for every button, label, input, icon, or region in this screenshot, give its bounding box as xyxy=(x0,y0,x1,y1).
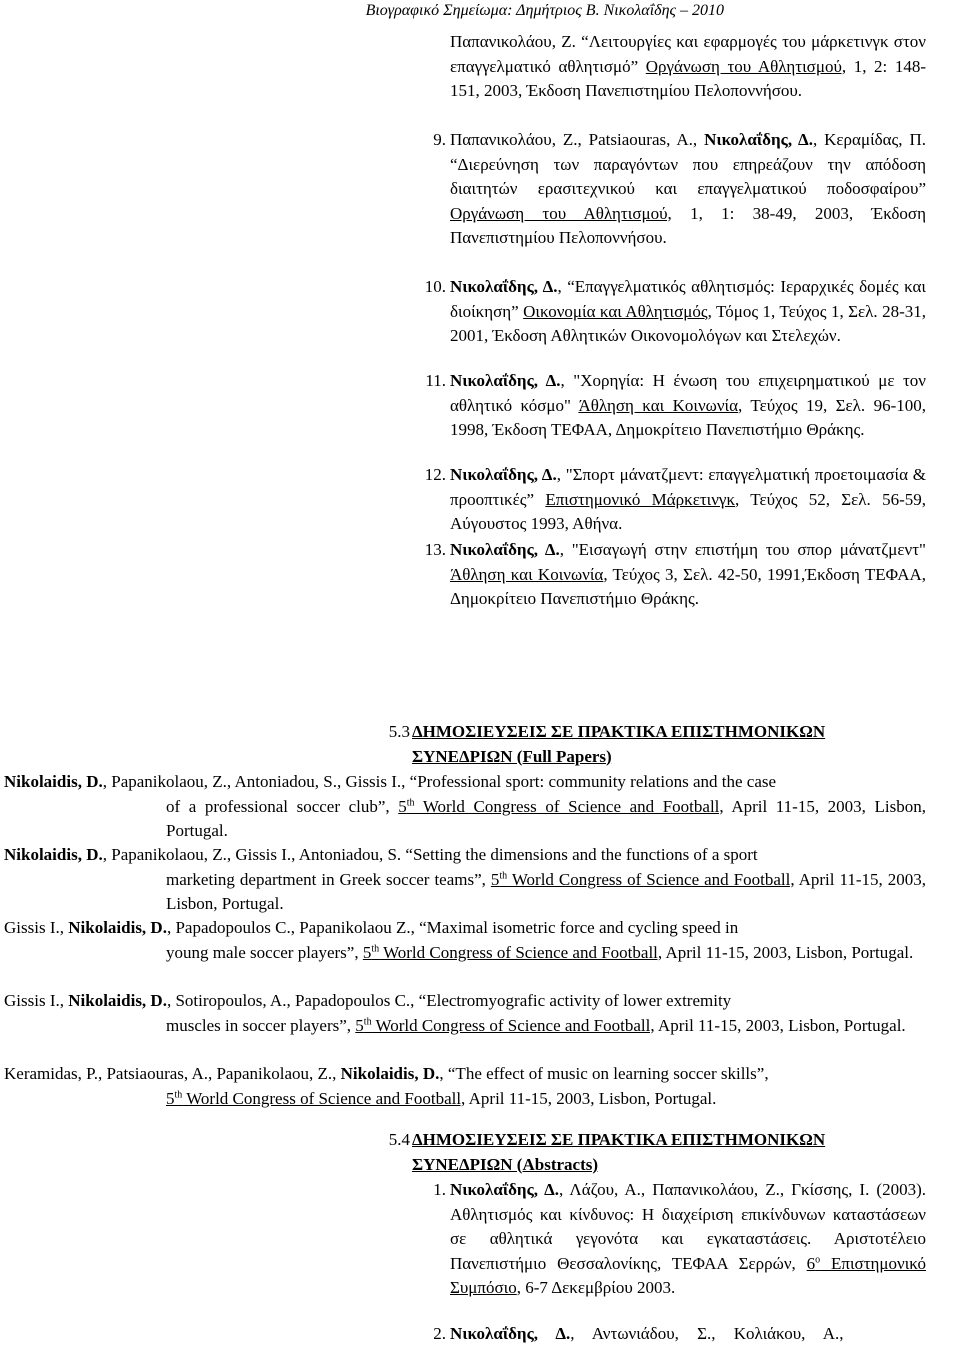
conference-name xyxy=(166,1089,465,1108)
journal-title: Επιστημονικό Μάρκετινγκ xyxy=(545,489,736,509)
conf-ordinal-suffix: th xyxy=(406,796,415,808)
item-text-tail: , Τόμος 1, Τεύχος 1, Σελ. 28-31, 2001, Έκδοση Αθλητικών Οικονομολόγων και Στελεχών. xyxy=(450,301,927,345)
paper-authors-rest: , Sotiropoulos, A., Papadopoulos C., “Electromyografic activity of lower extremity xyxy=(166,991,732,1010)
item-number: 10. xyxy=(424,277,446,296)
item-text: , "Χορηγία: Η ένωση του επιχειρηματικού με τον αθλητικό κόσμο" xyxy=(450,371,926,415)
item-number: 12. xyxy=(424,465,446,484)
publication-item xyxy=(433,128,926,251)
conf-ordinal: 5 xyxy=(490,869,500,889)
author-highlight: Nikolaidis, D. xyxy=(340,1064,440,1083)
conf-ordinal-suffix: th xyxy=(371,942,380,954)
author-highlight: Νικολαΐδης, Δ. xyxy=(450,1180,560,1199)
abstract-item xyxy=(433,1322,926,1347)
conf-ordinal-suffix: th xyxy=(174,1088,183,1100)
publication-item xyxy=(424,538,927,612)
paper-authors-lead: Gissis I., xyxy=(4,918,69,937)
publication-item-continued xyxy=(450,30,926,104)
journal-title: Οργάνωση του Αθλητισμού, xyxy=(645,56,847,76)
conf-title: World Congress of Science and Football, xyxy=(414,796,724,816)
conf-title: Επιστημονικό Συμπόσιο xyxy=(450,1253,926,1297)
author-highlight: Nikolaidis, D. xyxy=(4,772,103,791)
abstract-item xyxy=(433,1178,926,1301)
conf-title: World Congress of Science and Football, xyxy=(371,1015,655,1035)
paper-tail: April 11-15, 2003, Lisbon, Portugal. xyxy=(166,796,926,840)
section-number: 5.3 xyxy=(388,722,410,741)
conf-title: World Congress of Science and Football, xyxy=(507,869,795,889)
abstract-text: , Λάζου, Α., Παπανικολάου, Ζ., Γκίσσης, Ι. (2003). Αθλητισμός και κίνδυνος: Η διαχείριση επικίνδυνων καταστάσεων σε αθλητικά γεγονότα και εγκαταστάσεις. Αριστοτέλειο Πανεπιστήμιο Θεσσαλονίκης, ΤΕΦΑΑ Σερρών, xyxy=(450,1180,926,1273)
section-number: 5.4 xyxy=(388,1130,410,1149)
journal-title: Οικονομία και Αθλητισμός xyxy=(523,301,708,321)
paper-title-cont: young male soccer players”, xyxy=(166,942,363,962)
conference-name xyxy=(491,870,795,889)
paper-title-cont: marketing department in Greek soccer teams”, xyxy=(166,869,491,889)
conf-ordinal: 5 xyxy=(398,796,407,816)
journal-title: Άθληση και Κοινωνία xyxy=(450,564,604,584)
item-text-tail: , Τεύχος 3, Σελ. 42-50, 1991,Έκδοση ΤΕΦΑΑ, Δημοκρίτειο Πανεπιστήμιο Θράκης. xyxy=(450,564,927,608)
item-text: , "Σπορτ μάνατζμεντ: επαγγελματική προετοιμασία & προοπτικές” xyxy=(450,465,926,509)
conference-name xyxy=(398,797,723,816)
item-text: Παπανικολάου, Ζ. “Λειτουργίες και εφαρμογές του μάρκετινγκ στον επαγγελματικό αθλητισμό” xyxy=(450,32,926,76)
author-highlight: Νικολαΐδης, Δ. xyxy=(450,1324,571,1343)
conf-ordinal: 6 xyxy=(806,1253,816,1273)
paper-tail: April 11-15, 2003, Lisbon, Portugal. xyxy=(166,869,926,913)
conference-name xyxy=(363,943,662,962)
paper-entry xyxy=(4,1062,926,1111)
author-highlight: Νικολαΐδης, Δ. xyxy=(704,130,813,149)
paper-authors-rest: , “The effect of music on learning soccer skills”, xyxy=(439,1064,769,1083)
section-title-line1: ΔΗΜΟΣΙΕΥΣΕΙΣ ΣΕ ΠΡΑΚΤΙΚΑ ΕΠΙΣΤΗΜΟΝΙΚΩΝ xyxy=(412,1130,826,1149)
item-text-tail: 1, 1: 38-49, 2003, Έκδοση Πανεπιστημίου Πελοποννήσου. xyxy=(450,203,926,247)
paper-tail: April 11-15, 2003, Lisbon, Portugal. xyxy=(654,1015,906,1035)
authors-lead: Παπανικολάου, Ζ., Patsiaouras, A., xyxy=(450,130,705,149)
item-number: 13. xyxy=(424,540,446,559)
conf-ordinal: 5 xyxy=(362,942,372,962)
paper-tail: April 11-15, 2003, Lisbon, Portugal. xyxy=(662,942,914,962)
journal-title: Οργάνωση του Αθλητισμού, xyxy=(450,203,672,223)
journal-title: Άθληση και Κοινωνία xyxy=(578,395,739,415)
paper-authors-rest: , Papadopoulos C., Papanikolaou Z., “Maximal isometric force and cycling speed in xyxy=(166,918,739,937)
publication-item xyxy=(424,275,927,349)
section-title-line1: ΔΗΜΟΣΙΕΥΣΕΙΣ ΣΕ ΠΡΑΚΤΙΚΑ ΕΠΙΣΤΗΜΟΝΙΚΩΝ xyxy=(412,722,826,741)
abstract-tail: , 6-7 Δεκεμβρίου 2003. xyxy=(516,1278,676,1297)
conf-ordinal: 5 xyxy=(166,1088,175,1108)
author-highlight: Nikolaidis, D. xyxy=(4,845,103,864)
item-text: , "Εισαγωγή στην επιστήμη του σπορ μάνατζμεντ" xyxy=(559,540,926,559)
abstract-text: , Αντωνιάδου, Σ., Κολιάκου, Α., xyxy=(570,1324,844,1343)
paper-title-cont: of a professional soccer club”, xyxy=(166,796,399,816)
item-text-tail: 1, 2: 148-151, 2003, Έκδοση Πανεπιστημίου Πελοποννήσου. xyxy=(450,56,926,100)
paper-authors-rest: , Papanikolaou, Z., Gissis I., Antoniadou, S. “Setting the dimensions and the functions of a sport xyxy=(102,845,758,864)
section-title-line2: ΣΥΝΕΔΡΙΩΝ (Full Papers) xyxy=(412,746,612,766)
paper-entry xyxy=(4,770,926,844)
item-number: 9. xyxy=(433,130,446,149)
author-highlight: Νικολαΐδης, Δ. xyxy=(450,277,558,296)
conf-ordinal-suffix: th xyxy=(363,1015,372,1027)
paper-title-cont: muscles in soccer players”, xyxy=(166,1015,356,1035)
item-text-tail: , Τεύχος 19, Σελ. 96-100, 1998, Έκδοση ΤΕΦΑΑ, Δημοκρίτειο Πανεπιστήμιο Θράκης. xyxy=(450,395,926,439)
item-text: , Κεραμίδας, Π. “Διερεύνηση των παραγόντων που επηρεάζουν την απόδοση διαιτητών ερασιτεχνικού και επαγγελματικού ποδοσφαίρου” xyxy=(450,130,926,198)
conf-ordinal-suffix: th xyxy=(499,869,508,881)
item-number: 2. xyxy=(433,1324,446,1343)
paper-tail: April 11-15, 2003, Lisbon, Portugal. xyxy=(465,1088,717,1108)
author-highlight: Νικολαΐδης, Δ. xyxy=(450,465,557,484)
paper-entry xyxy=(4,989,926,1038)
publication-item xyxy=(424,463,926,537)
paper-entry xyxy=(4,916,926,965)
item-text-tail: , Τεύχος 52, Σελ. 56-59, Αύγουστος 1993, Αθήνα. xyxy=(450,489,926,533)
author-highlight: Nikolaidis, D. xyxy=(68,918,167,937)
paper-authors-lead: Keramidas, P., Patsiaouras, A., Papanikolaou, Z., xyxy=(4,1064,341,1083)
author-highlight: Nikolaidis, D. xyxy=(68,991,167,1010)
item-text: , “Επαγγελματικός αθλητισμός: Ιεραρχικές δομές και διοίκηση” xyxy=(450,277,926,321)
conf-title: World Congress of Science and Football, xyxy=(379,942,663,962)
author-highlight: Νικολαΐδης, Δ. xyxy=(450,371,561,390)
item-number: 1. xyxy=(433,1180,446,1199)
page-header: Βιογραφικό Σημείωμα: Δημήτριος Β. Νικολαΐδης – 2010 xyxy=(365,2,724,19)
paper-entry xyxy=(4,843,926,917)
conference-name xyxy=(355,1016,654,1035)
paper-authors-lead: Gissis I., xyxy=(4,991,69,1010)
paper-authors-rest: , Papanikolaou, Z., Antoniadou, S., Gissis I., “Professional sport: community relations and the case xyxy=(102,772,777,791)
conf-ordinal-suffix: ο xyxy=(815,1253,821,1265)
section-title-line2: ΣΥΝΕΔΡΙΩΝ (Abstracts) xyxy=(412,1154,599,1174)
conf-ordinal: 5 xyxy=(355,1015,364,1035)
item-number: 11. xyxy=(425,371,446,390)
conf-title: World Congress of Science and Football, xyxy=(182,1088,466,1108)
publication-item xyxy=(425,369,926,443)
author-highlight: Νικολαΐδης, Δ. xyxy=(450,540,560,559)
